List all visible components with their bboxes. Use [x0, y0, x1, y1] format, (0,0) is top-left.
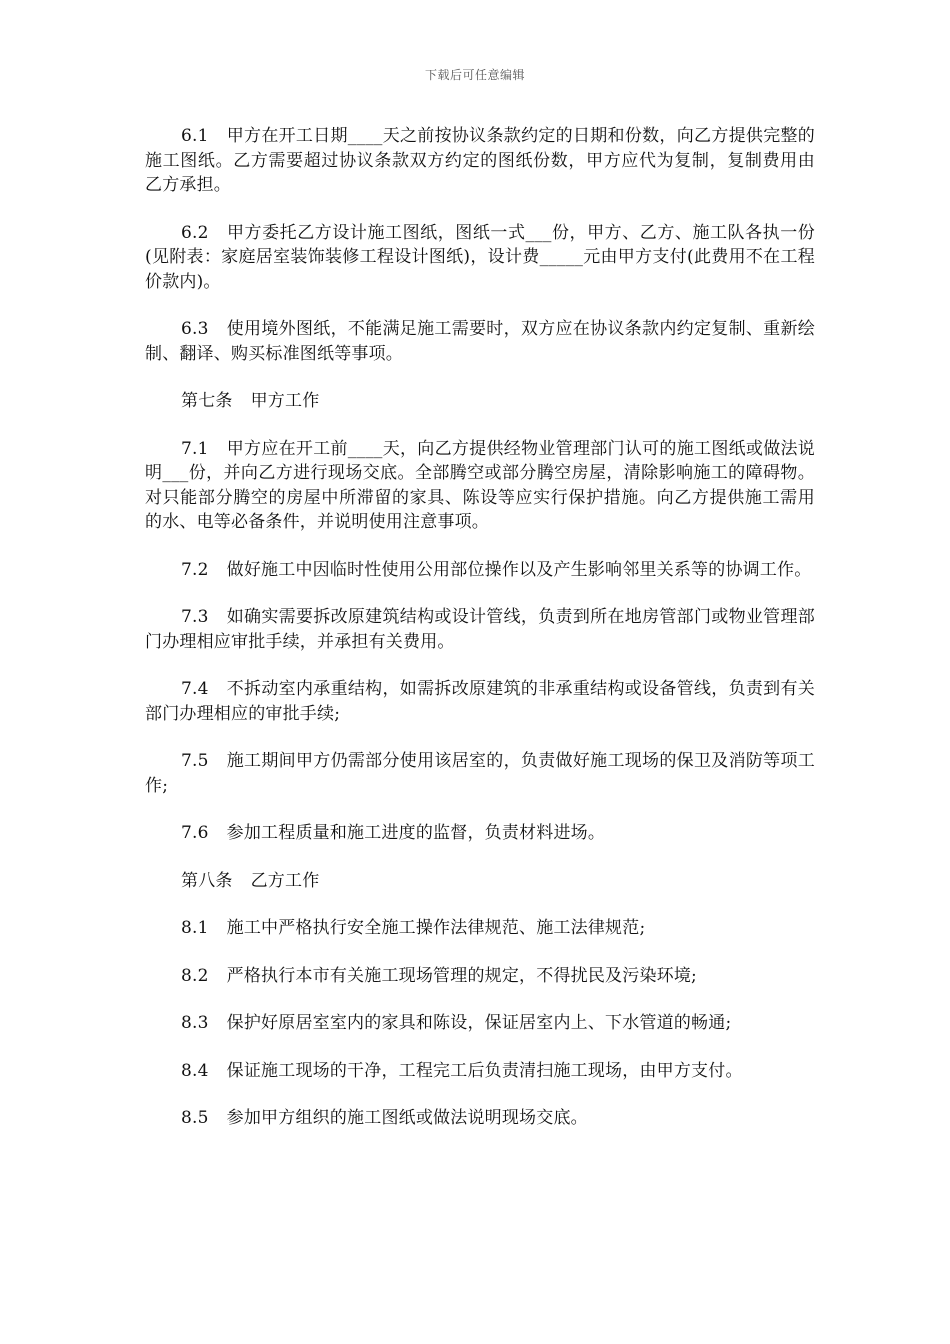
document-body	[145, 124, 815, 1154]
clause-8-3	[145, 1011, 815, 1036]
clause-number: 7.3	[181, 607, 209, 627]
clause-text: 保护好原居室室内的家具和陈设，保证居室内上、下水管道的畅通;	[226, 1013, 732, 1033]
clause-number: 6.2	[181, 222, 209, 243]
clause-text: 甲方在开工日期____天之前按协议条款约定的日期和份数，向乙方提供完整的施工图纸。乙方需要超过协议条款双方约定的图纸份数，甲方应代为复制，复制费用由乙方承担。	[145, 126, 815, 195]
clause-text: 参加工程质量和施工进度的监督，负责材料进场。	[226, 823, 606, 843]
clause-number: 6.1	[181, 126, 209, 146]
clause-text: 严格执行本市有关施工现场管理的规定，不得扰民及污染环境;	[226, 965, 697, 986]
clause-text: 施工中严格执行安全施工操作法律规范、施工法律规范;	[226, 918, 646, 938]
clause-8-2	[145, 964, 815, 989]
clause-text: 不拆动室内承重结构，如需拆改原建筑的非承重结构或设备管线，负责到有关部门办理相应的审批手续;	[145, 679, 815, 724]
clause-number: 8.3	[181, 1013, 209, 1033]
article-title: 乙方工作	[250, 870, 320, 891]
clause-number: 7.1	[181, 438, 209, 459]
clause-8-5	[145, 1106, 815, 1131]
clause-7-4	[145, 677, 815, 726]
article-8-heading	[145, 869, 815, 894]
clause-7-2	[145, 558, 815, 583]
clause-text: 施工期间甲方仍需部分使用该居室的，负责做好施工现场的保卫及消防等项工作;	[145, 751, 815, 796]
clause-number: 7.4	[181, 679, 209, 699]
clause-8-4	[145, 1059, 815, 1084]
article-number: 第八条	[181, 870, 233, 891]
clause-7-5	[145, 749, 815, 798]
clause-text: 使用境外图纸，不能满足施工需要时，双方应在协议条款内约定复制、重新绘制、翻译、购买标准图纸等事项。	[145, 319, 815, 364]
clause-7-1	[145, 437, 815, 535]
clause-number: 7.6	[181, 823, 209, 843]
clause-number: 8.5	[181, 1108, 209, 1128]
clause-6-2	[145, 221, 815, 295]
clause-8-1	[145, 916, 815, 941]
clause-number: 8.4	[181, 1060, 209, 1081]
clause-6-3	[145, 317, 815, 366]
article-number: 第七条	[181, 391, 233, 411]
page-header: 下载后可任意编辑	[424, 68, 525, 82]
clause-text: 甲方委托乙方设计施工图纸，图纸一式___份，甲方、乙方、施工队各执一份(见附表：家庭居室装饰装修工程设计图纸)，设计费_____元由甲方支付(此费用不在工程价款内)。	[145, 222, 815, 292]
clause-text: 做好施工中因临时性使用公用部位操作以及产生影响邻里关系等的协调工作。	[226, 559, 812, 580]
clause-number: 8.1	[181, 918, 209, 938]
clause-6-1	[145, 124, 815, 198]
clause-number: 6.3	[181, 319, 209, 339]
clause-text: 甲方应在开工前____天，向乙方提供经物业管理部门认可的施工图纸或做法说明___份，并向乙方进行现场交底。全部腾空或部分腾空房屋，清除影响施工的障碍物。对只能部分腾空的房屋中所滞留的家具、陈设等应实行保护措施。向乙方提供施工需用的水、电等必备条件，并说明使用注意事项。	[145, 438, 815, 532]
article-7-heading	[145, 389, 815, 414]
clause-7-6	[145, 821, 815, 846]
article-title: 甲方工作	[250, 391, 320, 411]
clause-number: 7.2	[181, 559, 209, 580]
clause-number: 8.2	[181, 965, 209, 986]
clause-7-3	[145, 605, 815, 654]
clause-number: 7.5	[181, 751, 209, 771]
clause-text: 参加甲方组织的施工图纸或做法说明现场交底。	[226, 1108, 588, 1128]
clause-text: 如确实需要拆改原建筑结构或设计管线，负责到所在地房管部门或物业管理部门办理相应审批手续，并承担有关费用。	[145, 607, 815, 652]
clause-text: 保证施工现场的干净，工程完工后负责清扫施工现场，由甲方支付。	[226, 1060, 743, 1081]
